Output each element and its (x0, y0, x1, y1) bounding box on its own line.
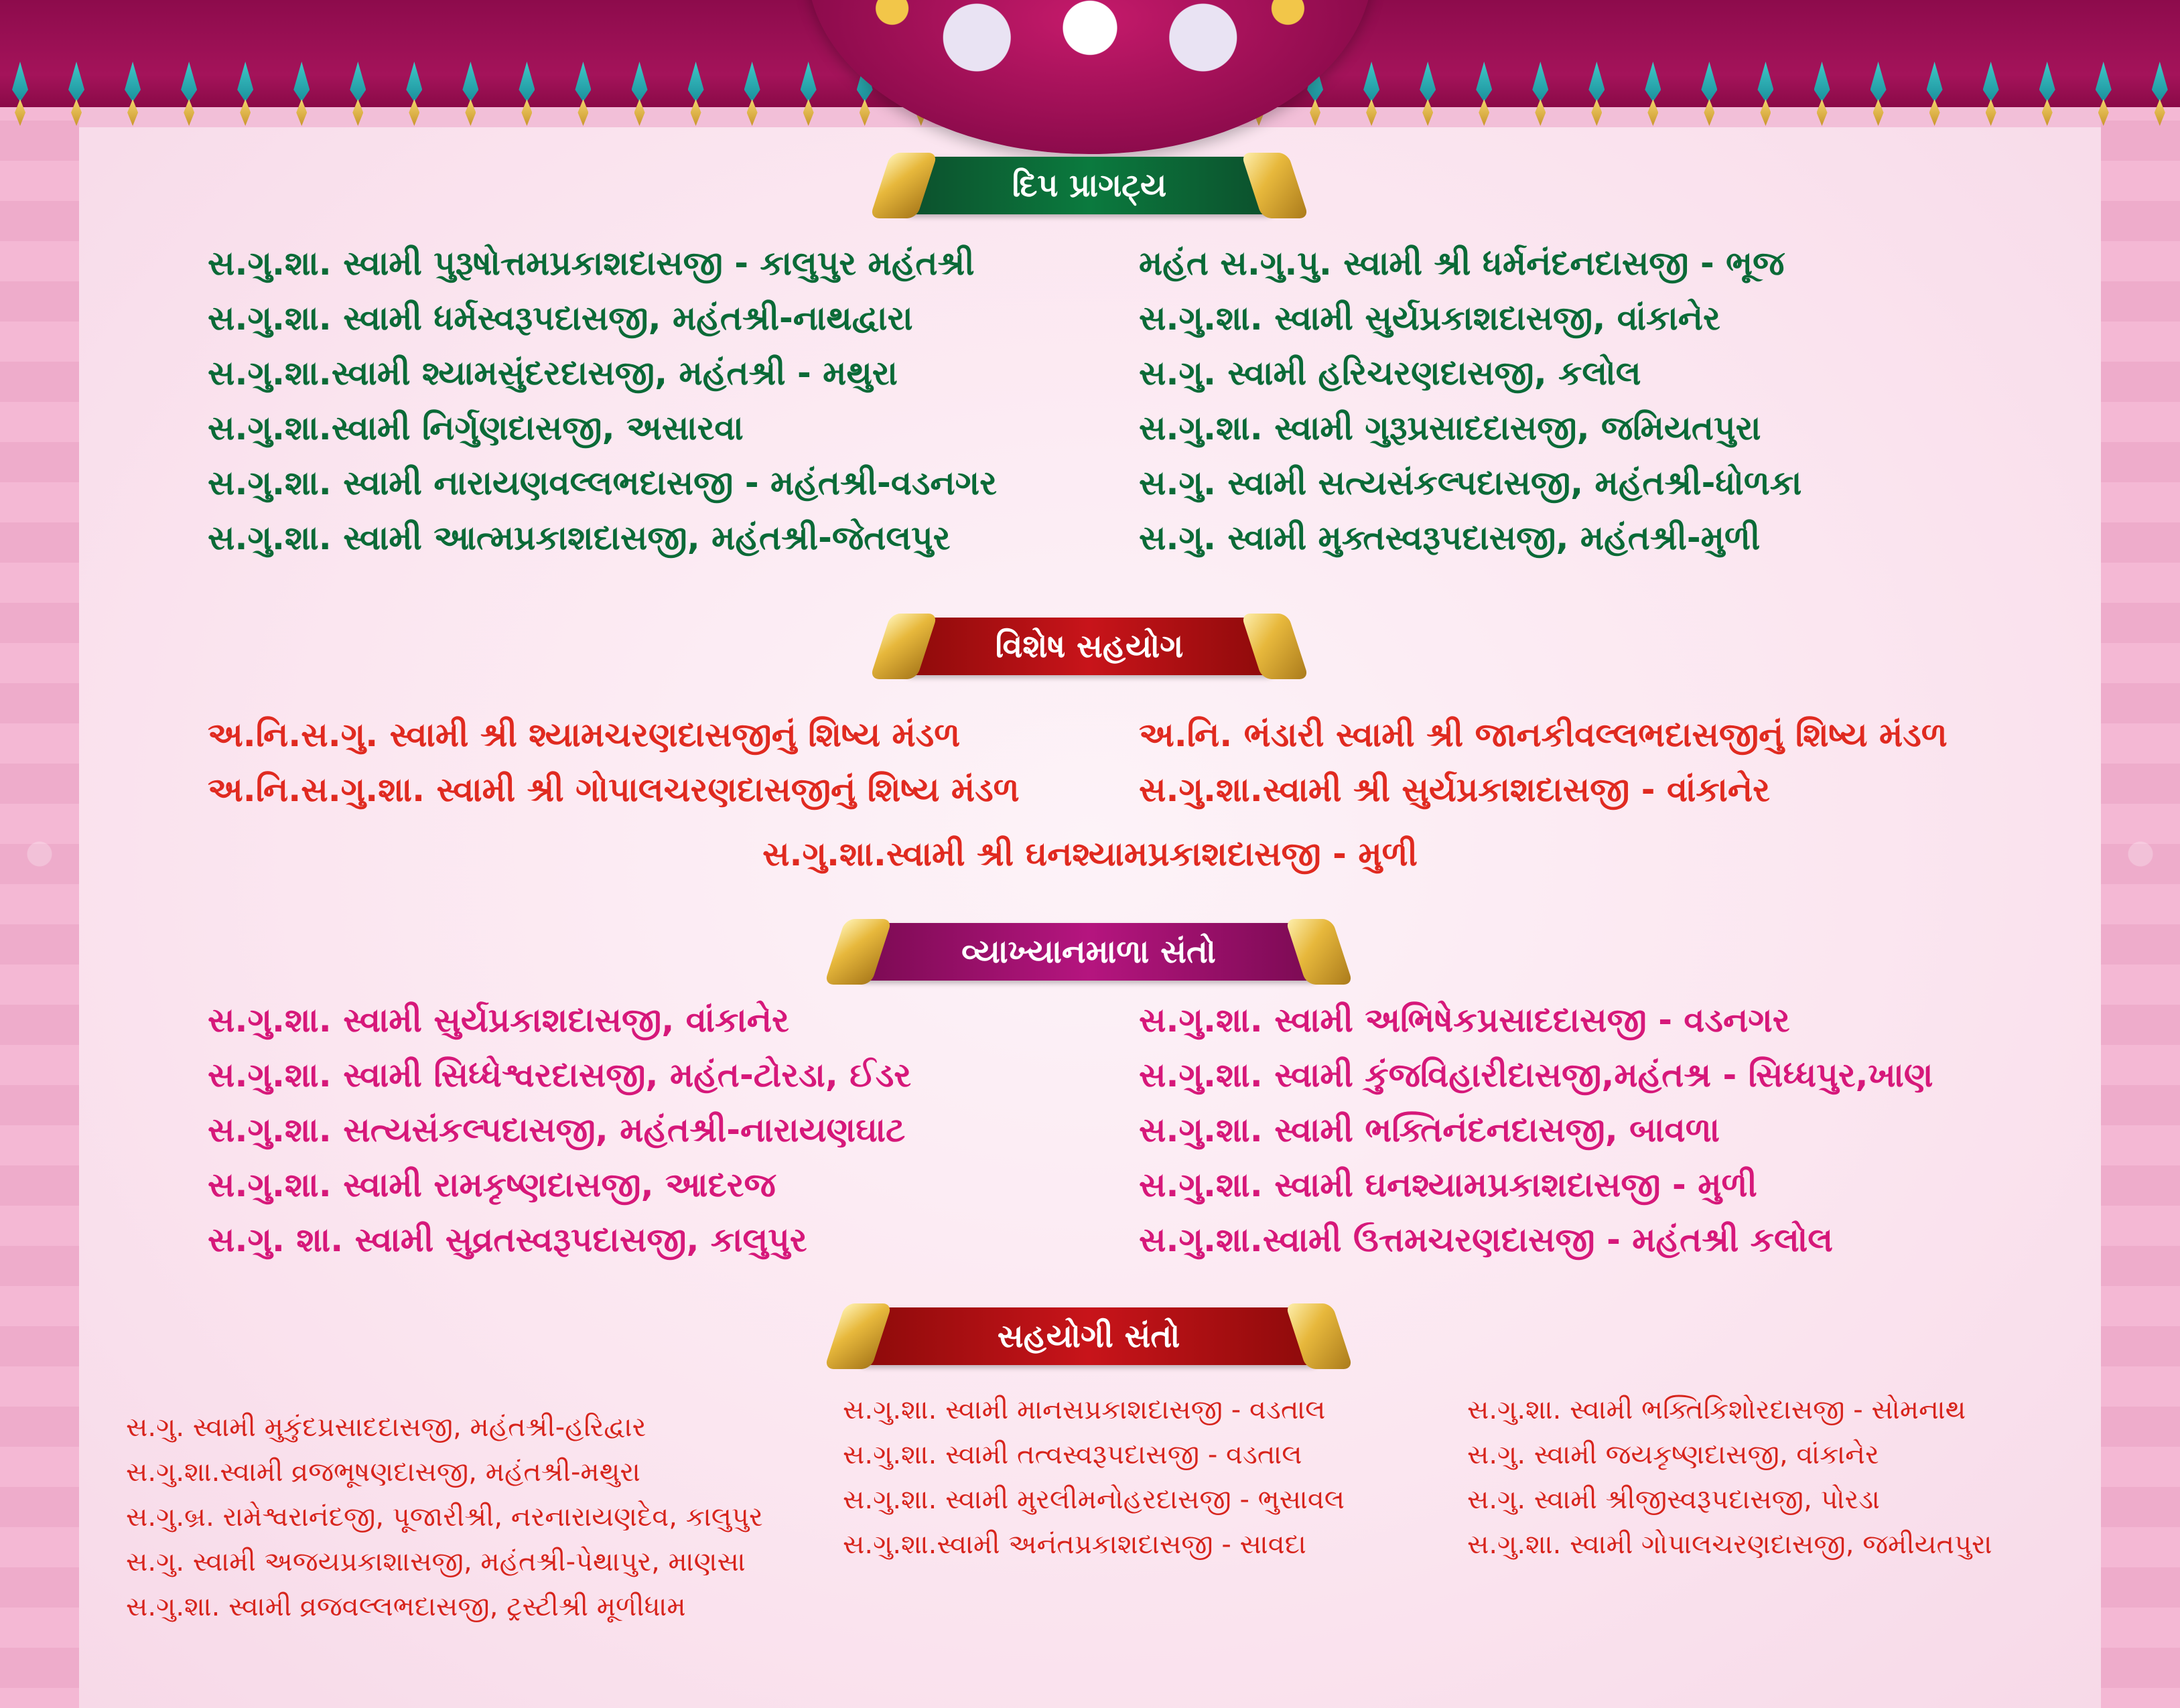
name-line: સ.ગુ.શા. સ્વામી સુર્યપ્રકાશદાસજી, વાંકાનેર (208, 1001, 789, 1040)
name-line: સ.ગુ. સ્વામી શ્રીજીસ્વરૂપદાસજી, પોરડા (1467, 1484, 1880, 1515)
gem-drop-icon (1635, 62, 1670, 135)
name-line: સ.ગુ.શા.સ્વામી શ્યામસુંદરદાસજી, મહંતશ્રી - મથુરા (208, 354, 898, 393)
gem-drop-icon (1861, 62, 1896, 135)
section-title: સહયોગી સંતો (997, 1317, 1180, 1355)
vishesh-center-line: સ.ગુ.શા.સ્વામી શ્રી ઘનશ્યામપ્રકાશદાસજી - મુળી (762, 835, 1418, 873)
name-line: સ.ગુ. સ્વામી મુક્તસ્વરૂપદાસજી, મહંતશ્રી-મુળી (1139, 518, 1761, 557)
name-line: સ.ગુ.શા. સ્વામી ધર્મસ્વરૂપદાસજી, મહંતશ્રી-નાથદ્વારા (208, 299, 913, 338)
section-title: વ્યાખ્યાનમાળા સંતો (961, 932, 1216, 971)
section-header-sahyogi (858, 1307, 1320, 1365)
gem-drop-icon (565, 62, 600, 135)
name-line: સ.ગુ.શા. સત્યસંકલ્પદાસજી, મહંતશ્રી-નારાયણઘાટ (208, 1111, 906, 1149)
gem-drop-icon (1579, 62, 1614, 135)
gem-drop-icon (1523, 62, 1558, 135)
name-line: સ.ગુ.શા.સ્વામી ઉત્તમચરણદાસજી - મહંતશ્રી કલોલ (1139, 1220, 1834, 1259)
name-line: સ.ગુ. સ્વામી હરિચરણદાસજી, કલોલ (1139, 354, 1641, 393)
name-line: સ.ગુ. સ્વામી જયકૃષ્ણદાસજી, વાંકાનેર (1467, 1439, 1879, 1470)
gem-drop-icon (1748, 62, 1783, 135)
gem-drop-icon (115, 62, 150, 135)
gem-drop-icon (397, 62, 431, 135)
name-line: સ.ગુ.શા. સ્વામી તત્વસ્વરૂપદાસજી - વડતાલ (843, 1439, 1302, 1470)
name-line: સ.ગુ. સ્વામી મુકુંદપ્રસાદદાસજી, મહંતશ્રી-હરિદ્વાર (126, 1412, 646, 1443)
name-line: સ.ગુ.શા. સ્વામી માનસપ્રકાશદાસજી - વડતાલ (843, 1395, 1326, 1425)
name-line: સ.ગુ.શા. સ્વામી આત્મપ્રકાશદાસજી, મહંતશ્રી-જેતલપુર (208, 518, 951, 557)
name-line: સ.ગુ.શા. સ્વામી સિધ્ધેશ્વરદાસજી, મહંત-ટોરડા, ઈડર (208, 1056, 912, 1094)
gem-drop-icon (59, 62, 94, 135)
name-line: અ.નિ.સ.ગુ.શા. સ્વામી શ્રી ગોપાલચરણદાસજીનું શિષ્ય મંડળ (208, 770, 1020, 809)
name-line: સ.ગુ.શા. સ્વામી અભિષેકપ્રસાદદાસજી - વડનગર (1139, 1001, 1790, 1040)
gem-drop-icon (791, 62, 826, 135)
name-line: અ.નિ.સ.ગુ. સ્વામી શ્રી શ્યામચરણદાસજીનું શિષ્ય મંડળ (208, 715, 961, 754)
name-line: સ.ગુ.શા.સ્વામી શ્રી સુર્યપ્રકાશદાસજી - વાંકાનેર (1139, 770, 1771, 809)
gem-drop-icon (2142, 62, 2177, 135)
gem-drop-icon (509, 62, 544, 135)
gem-drop-icon (453, 62, 488, 135)
name-line: સ.ગુ.બ્ર. રામેશ્વરાનંદજી, પૂજારીશ્રી, નરનારાયણદેવ, કાલુપુર (126, 1502, 763, 1533)
gem-drop-icon (735, 62, 770, 135)
gem-drop-icon (2030, 62, 2065, 135)
name-line: સ.ગુ. શા. સ્વામી સુવ્રતસ્વરૂપદાસજી, કાલુપુર (208, 1220, 807, 1259)
name-line: સ.ગુ.શા. સ્વામી રામકૃષ્ણદાસજી, આદરજ (208, 1165, 776, 1204)
name-line: સ.ગુ.શા. સ્વામી ઘનશ્યામપ્રકાશદાસજી - મુળી (1139, 1165, 1757, 1204)
section-header-deep (903, 157, 1276, 214)
gem-drop-icon (1805, 62, 1840, 135)
gem-drop-icon (1354, 62, 1389, 135)
name-line: સ.ગુ.શા. સ્વામી ભક્તિકિશોરદાસજી - સોમનાથ (1467, 1395, 1966, 1425)
name-line: સ.ગુ.શા. સ્વામી ગોપાલચરણદાસજી, જમીયતપુરા (1467, 1529, 1992, 1560)
gem-drop-icon (172, 62, 206, 135)
name-line: અ.નિ. ભંડારી સ્વામી શ્રી જાનકીવલ્લભદાસજીનું શિષ્ય મંડળ (1139, 715, 1948, 754)
gem-drop-icon (1974, 62, 2008, 135)
name-line: સ.ગુ.શા. સ્વામી કુંજવિહારીદાસજી,મહંતશ્ર - સિધ્ધપુર,ખાણ (1139, 1056, 1933, 1094)
section-header-vishesh (903, 618, 1276, 675)
name-line: સ.ગુ.શા. સ્વામી ગુરૂપ્રસાદદાસજી, જમિયતપુરા (1139, 409, 1761, 447)
gem-drop-icon (1467, 62, 1501, 135)
name-line: સ.ગુ.શા. સ્વામી ભક્તિનંદનદાસજી, બાવળા (1139, 1111, 1720, 1149)
gem-drop-icon (284, 62, 319, 135)
name-line: સ.ગુ.શા.સ્વામી વ્રજભૂષણદાસજી, મહંતશ્રી-મથુરા (126, 1457, 640, 1488)
gem-drop-icon (1917, 62, 1952, 135)
name-line: સ.ગુ. સ્વામી અજયપ્રકાશાસજી, મહંતશ્રી-પેથાપુર, માણસા (126, 1547, 746, 1577)
name-line: સ.ગુ.શા.સ્વામી અનંતપ્રકાશદાસજી - સાવદા (843, 1529, 1306, 1560)
name-line: સ.ગુ.શા. સ્વામી મુરલીમનોહરદાસજી - ભુસાવલ (843, 1484, 1345, 1515)
name-line: સ.ગુ.શા.સ્વામી નિર્ગુણદાસજી, અસારવા (208, 409, 744, 447)
name-line: સ.ગુ.શા. સ્વામી પુરૂષોત્તમપ્રકાશદાસજી - કાલુપુર મહંતશ્રી (208, 244, 975, 283)
gem-drop-icon (3, 62, 38, 135)
name-line: મહંત સ.ગુ.પુ. સ્વામી શ્રી ધર્મનંદનદાસજી - ભૂજ (1139, 244, 1785, 283)
gem-drop-icon (1692, 62, 1726, 135)
gem-drop-icon (1410, 62, 1445, 135)
section-title: દિપ પ્રાગટ્ય (1012, 166, 1167, 204)
section-title: વિશેષ સહયોગ (995, 627, 1184, 665)
gem-drop-icon (679, 62, 713, 135)
name-line: સ.ગુ. સ્વામી સત્યસંકલ્પદાસજી, મહંતશ્રી-ધોળકા (1139, 464, 1802, 502)
name-line: સ.ગુ.શા. સ્વામી સુર્યપ્રકાશદાસજી, વાંકાનેર (1139, 299, 1720, 338)
gem-drop-icon (340, 62, 375, 135)
gem-drop-icon (228, 62, 263, 135)
section-header-vyakhyan (858, 923, 1320, 981)
name-line: સ.ગુ.શા. સ્વામી નારાયણવલ્લભદાસજી - મહંતશ્રી-વડનગર (208, 464, 998, 502)
gem-drop-icon (2086, 62, 2121, 135)
name-line: સ.ગુ.શા. સ્વામી વ્રજવલ્લભદાસજી, ટ્રસ્ટીશ્રી મૂળીધામ (126, 1591, 686, 1622)
gem-drop-icon (622, 62, 657, 135)
